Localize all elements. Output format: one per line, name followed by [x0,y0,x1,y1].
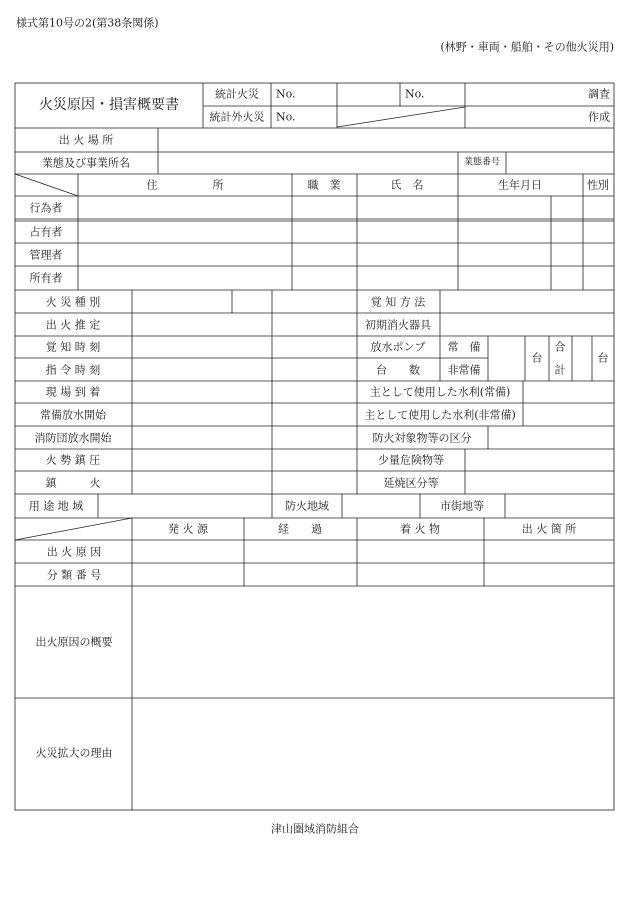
initial-extinguisher-label: 初期消火器具 [365,318,431,332]
regular-water-start-label: 常備放水開始 [40,408,106,422]
spread-category-label: 延焼区分等 [383,476,439,490]
footer-organization: 津山圏域消防組合 [271,822,359,836]
stat-no-label: No. [276,87,296,101]
unit-count-label: 台 数 [376,363,420,377]
person-row-manager: 管理者 [29,248,63,262]
fire-type-label: 火 災 種 別 [45,295,101,309]
stat-fire-label: 統計火災 [215,87,259,101]
business-label: 業態及び事業所名 [42,156,130,170]
total-label-1: 合 [554,340,566,354]
business-code-label: 業態番号 [463,157,501,168]
cause-summary-label: 出火原因の概要 [35,635,113,649]
urban-area-label: 市街地等 [440,499,484,513]
document-title: 火災原因・損害概要書 [39,97,179,113]
birthdate-header: 生年月日 [498,178,542,192]
person-row-occupant: 占有者 [29,225,63,239]
dispatch-time-label: 指 令 時 刻 [45,363,101,377]
small-hazmat-label: 少量危険物等 [378,453,444,467]
process-header: 経 過 [278,522,322,536]
survey-label: 調査 [588,87,610,101]
fire-expansion-reason-label: 火災拡大の理由 [35,746,113,760]
ignited-material-header: 着 火 物 [400,522,440,536]
ignition-estimate-label: 出 火 推 定 [45,318,101,332]
pump-label: 放水ポンプ [370,340,426,354]
name-header: 氏 名 [390,178,424,192]
prepared-label: 作成 [588,110,610,124]
form-number: 様式第10号の2(第38条関係) [16,16,159,30]
fire-zone-label: 防火地域 [285,499,329,513]
total-label-2: 計 [554,363,566,377]
second-no-label: No. [405,87,425,101]
sex-header: 性別 [587,178,609,192]
arrival-label: 現 場 到 着 [45,385,101,399]
water-source-irregular-label: 主として使用した水利(非常備) [364,408,516,422]
water-source-regular-label: 主として使用した水利(常備) [369,385,511,399]
occupation-header: 職 業 [307,178,341,192]
use-zone-label: 用 途 地 域 [28,499,84,513]
fire-location-label: 出 火 場 所 [58,133,114,147]
regular-label: 常 備 [447,340,481,354]
non-stat-fire-label: 統計外火災 [209,110,265,124]
extinguished-label: 鎮 火 [45,476,101,490]
fire-suppressed-label: 火 勢 鎮 圧 [45,453,101,467]
fire-target-category-label: 防火対象物等の区分 [372,431,472,445]
detection-time-label: 覚 知 時 刻 [45,340,101,354]
ignition-source-header: 発 火 源 [168,522,208,536]
detection-method-label: 覚 知 方 法 [370,295,426,309]
dai-label-1: 台 [531,351,543,365]
classification-number-label: 分 類 番 号 [46,568,102,582]
fire-cause-label: 出 火 原 因 [46,545,102,559]
volunteer-water-start-label: 消防団放水開始 [34,431,112,445]
person-row-actor: 行為者 [29,201,63,215]
person-row-owner: 所有者 [29,271,63,285]
address-header: 住 所 [146,178,224,192]
irregular-label: 非常備 [447,363,481,377]
usage-note: (林野・車両・船舶・その他火災用) [440,40,614,54]
non-stat-no-label: No. [276,110,296,124]
dai-label-2: 台 [597,351,609,365]
ignition-location-header: 出 火 箇 所 [521,522,577,536]
